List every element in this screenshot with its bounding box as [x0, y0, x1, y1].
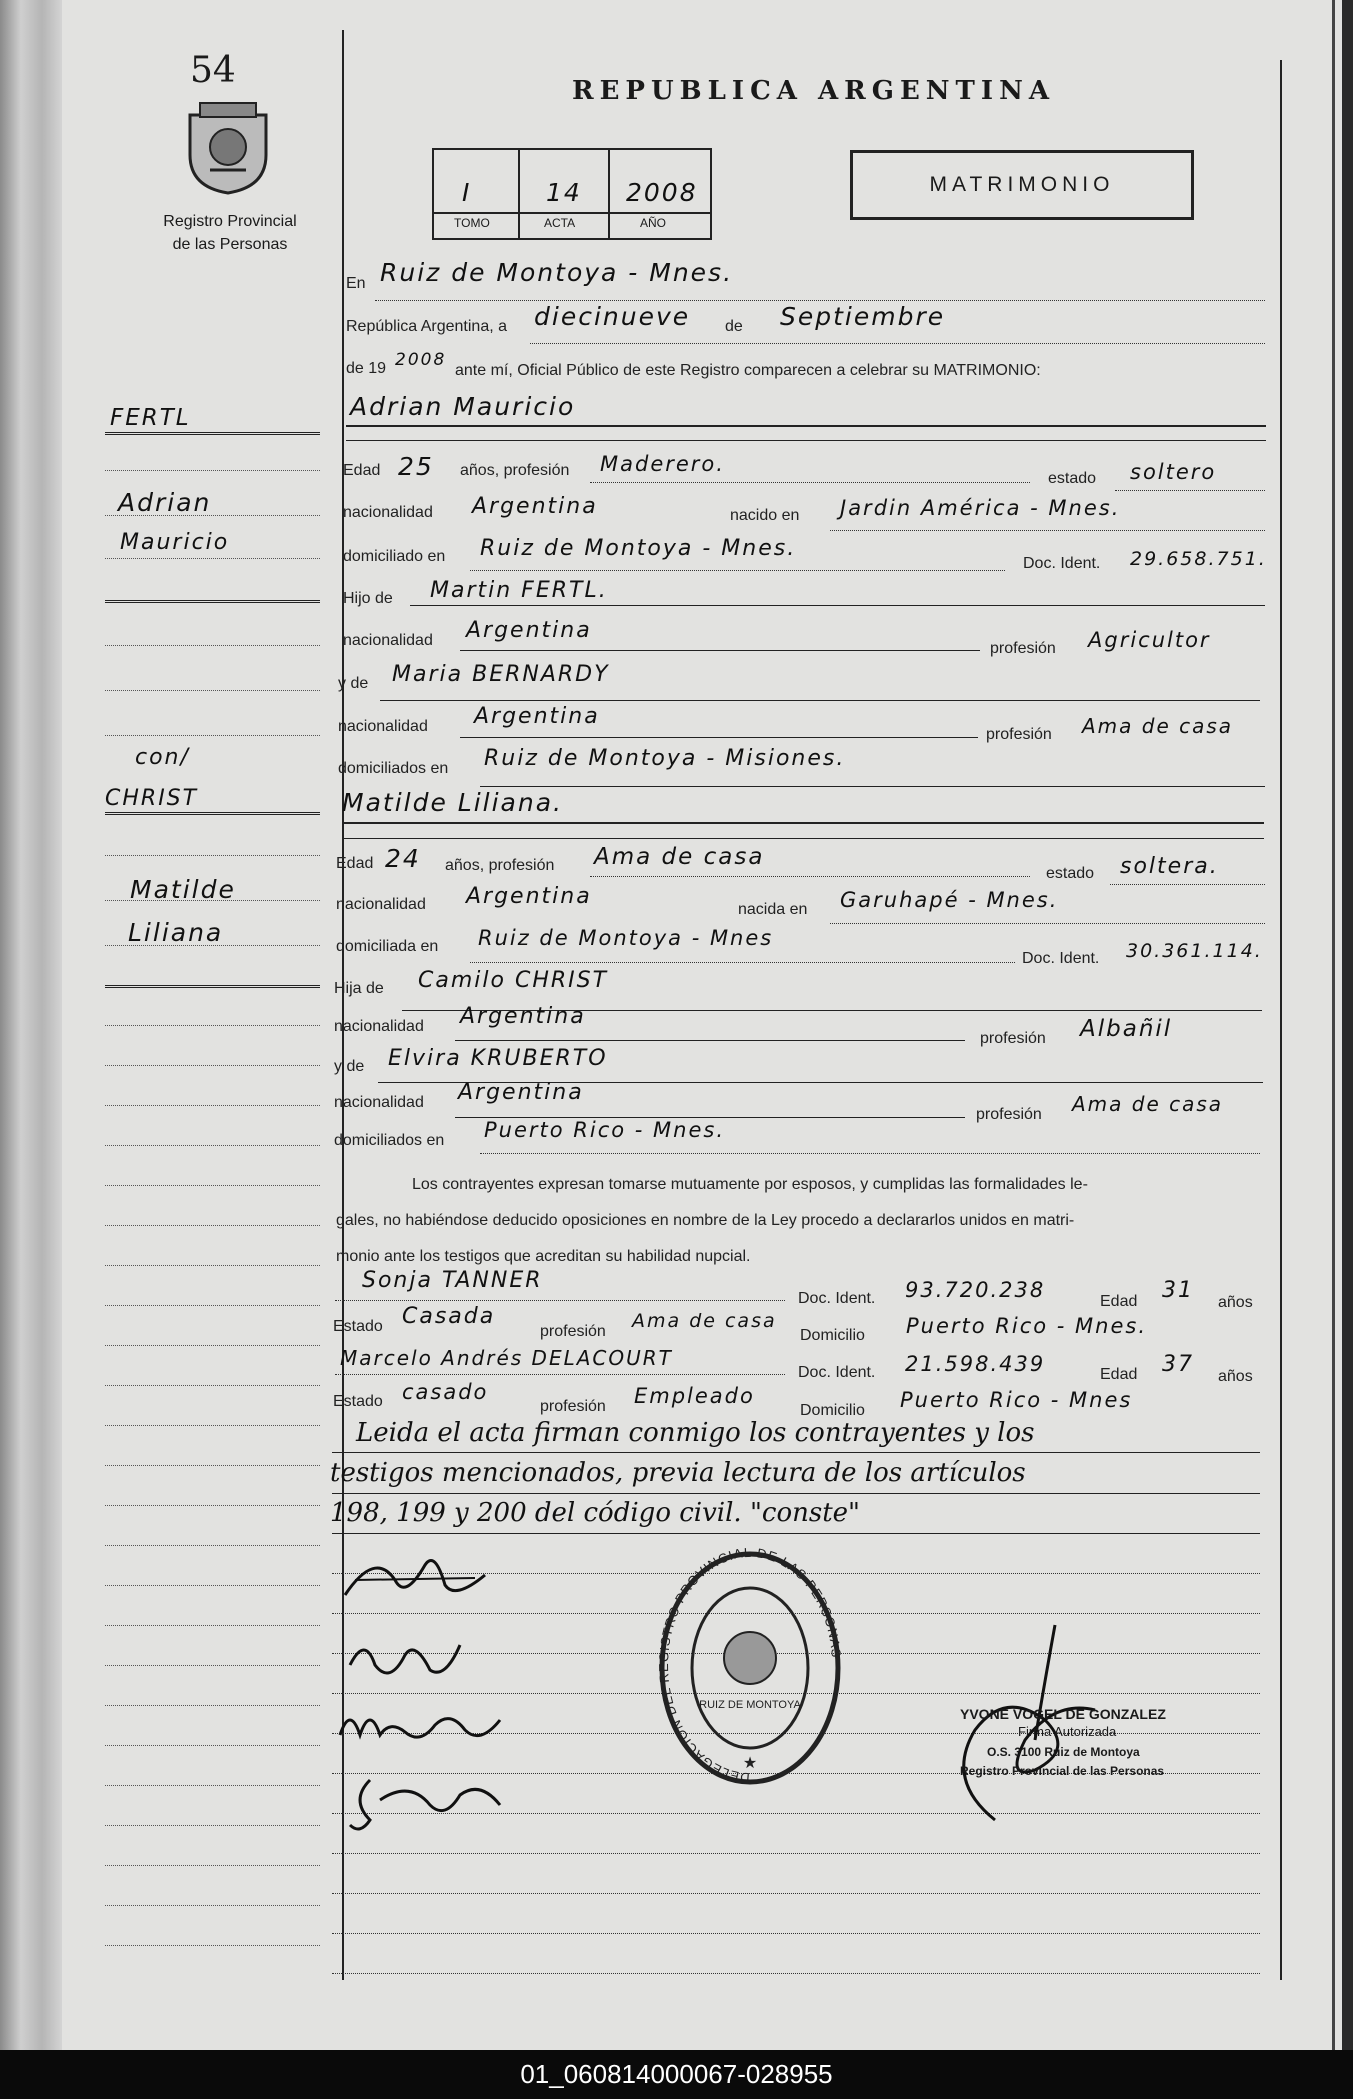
- groom-mother-profession: Ama de casa: [1082, 714, 1234, 738]
- official-name: YVONE VOGEL DE GONZALEZ: [960, 1706, 1166, 1722]
- bride-mother: Elvira KRUBERTO: [388, 1046, 608, 1071]
- margin-bride-name1: Matilde: [130, 875, 236, 904]
- witness2-domicile: Puerto Rico - Mnes: [900, 1388, 1133, 1412]
- witness1-domicile: Puerto Rico - Mnes.: [906, 1314, 1147, 1338]
- acta-label: ACTA: [544, 216, 576, 230]
- witness2-edad-label: Edad: [1100, 1366, 1138, 1383]
- witness1-estado: Casada: [402, 1304, 496, 1329]
- witness1-name: Sonja TANNER: [362, 1268, 543, 1293]
- declaration-line1: Los contrayentes expresan tomarse mutuamente por esposos, y cumplidas las formalidades le-: [412, 1176, 1088, 1193]
- republica-label: República Argentina, a: [346, 318, 507, 335]
- groom-father: Martin FERTL.: [430, 578, 608, 603]
- witness1-anos-label: años: [1218, 1294, 1253, 1311]
- groom-father-prof-label: profesión: [990, 640, 1056, 657]
- coat-of-arms-icon: [180, 95, 276, 195]
- closing-line1: Leida el acta firman conmigo los contrayentes y los: [356, 1418, 1035, 1448]
- official-registry: Registro Provincial de las Personas: [960, 1764, 1165, 1778]
- groom-mother: Maria BERNARDY: [392, 662, 610, 687]
- groom-domiciliado-label: domiciliado en: [343, 548, 446, 565]
- groom-profession: Maderero.: [600, 452, 725, 476]
- witness1-age: 31: [1162, 1278, 1194, 1303]
- right-border: [1280, 60, 1282, 1980]
- svg-text:DELEGACION DEL REGISTRO PROVIN: DELEGACION DEL REGISTRO PROVINCIAL DE LAS PERSONAS: [655, 1548, 844, 1786]
- bride-nationality: Argentina: [466, 884, 592, 909]
- svg-text:★: ★: [742, 1755, 758, 1772]
- margin-groom-name2: Mauricio: [120, 530, 230, 555]
- witness2-estado-label: Estado: [333, 1393, 383, 1410]
- groom-father-nationality: Argentina: [466, 618, 592, 643]
- declaration-line2: gales, no habiéndose deducido oposiciones en nombre de la Ley procedo a declararlos unidos en matri-: [336, 1212, 1075, 1229]
- page-number: 54: [190, 50, 236, 91]
- intro-year: 2008: [395, 350, 447, 370]
- declaration-line3: monio ante los testigos que acreditan su habilidad nupcial.: [336, 1248, 751, 1265]
- tomo-label: TOMO: [454, 216, 490, 230]
- bride-hija-label: Hija de: [334, 980, 384, 997]
- groom-estado-label: estado: [1048, 470, 1097, 487]
- bride-father-prof-label: profesión: [980, 1030, 1046, 1047]
- closing-line3: 198, 199 y 200 del código civil. "conste": [330, 1498, 861, 1528]
- signature-witness1: [340, 1760, 520, 1840]
- witness2-estado: casado: [402, 1380, 489, 1404]
- witness2-anos-label: años: [1218, 1368, 1253, 1385]
- bride-name: Matilde Liliana.: [342, 788, 563, 817]
- bride-father-nat-label: nacionalidad: [334, 1018, 424, 1035]
- groom-civil-status: soltero: [1130, 460, 1217, 484]
- groom-doc-label: Doc. Ident.: [1023, 555, 1101, 572]
- witness2-doc: 21.598.439: [905, 1352, 1046, 1376]
- groom-hijo-label: Hijo de: [343, 590, 393, 607]
- groom-nacionalidad-label: nacionalidad: [343, 504, 433, 521]
- bride-edad-label: Edad: [336, 855, 374, 872]
- registry-name-line2: de las Personas: [172, 236, 288, 253]
- witness1-edad-label: Edad: [1100, 1293, 1138, 1310]
- groom-father-profession: Agricultor: [1088, 628, 1211, 652]
- witness2-name: Marcelo Andrés DELACOURT: [340, 1346, 673, 1370]
- intro-place: Ruiz de Montoya - Mnes.: [380, 258, 734, 287]
- bride-civil-status: soltera.: [1120, 854, 1219, 879]
- ano-value: 2008: [626, 178, 698, 207]
- page-edge: [1332, 0, 1335, 2050]
- groom-age: 25: [398, 452, 434, 481]
- official-title: Firma Autorizada: [1018, 1724, 1117, 1739]
- margin-con: con/: [135, 745, 190, 770]
- closing-line2: testigos mencionados, previa lectura de los artículos: [330, 1458, 1026, 1488]
- witness1-doc: 93.720.238: [905, 1278, 1046, 1302]
- bride-yde-label: y de: [334, 1058, 365, 1075]
- bride-profession: Ama de casa: [594, 844, 765, 870]
- signature-bride: [335, 1615, 475, 1695]
- bride-domicile: Ruiz de Montoya - Mnes: [478, 926, 774, 950]
- bride-father-nationality: Argentina: [460, 1004, 586, 1029]
- acta-value: 14: [546, 178, 582, 207]
- tomo-value: I: [462, 178, 472, 207]
- bride-anos-profesion-label: años, profesión: [445, 857, 555, 874]
- groom-father-nat-label: nacionalidad: [343, 632, 433, 649]
- witness1-prof-label: profesión: [540, 1323, 606, 1340]
- margin-groom-surname: FERTL: [110, 405, 191, 431]
- groom-nacido-label: nacido en: [730, 507, 800, 524]
- ano-label: AÑO: [640, 216, 667, 230]
- groom-name: Adrian Mauricio: [350, 392, 576, 421]
- groom-mother-nationality: Argentina: [474, 704, 600, 729]
- bride-mother-prof-label: profesión: [976, 1106, 1042, 1123]
- bride-estado-label: estado: [1046, 865, 1095, 882]
- record-box: [432, 148, 712, 240]
- bride-mother-profession: Ama de casa: [1072, 1092, 1224, 1116]
- registry-name-line1: Registro Provincial: [163, 213, 297, 230]
- official-office: O.S. 3100 Ruiz de Montoya: [987, 1745, 1140, 1759]
- bride-mother-nat-label: nacionalidad: [334, 1094, 424, 1111]
- witness1-dom-label: Domicilio: [800, 1327, 865, 1344]
- groom-parents-domicile: Ruiz de Montoya - Misiones.: [484, 746, 846, 771]
- intro-de19-label: de 19: [346, 360, 387, 377]
- official-seal: [655, 1548, 845, 1788]
- groom-nationality: Argentina: [472, 494, 598, 519]
- witness2-age: 37: [1162, 1352, 1194, 1377]
- bride-doc: 30.361.114.: [1126, 940, 1263, 962]
- groom-domicile: Ruiz de Montoya - Mnes.: [480, 536, 797, 561]
- groom-mother-nat-label: nacionalidad: [338, 718, 428, 735]
- margin-bride-name2: Liliana: [128, 918, 224, 947]
- bride-domiciliada-label: domiciliada en: [336, 938, 439, 955]
- svg-text:RUIZ DE MONTOYA: RUIZ DE MONTOYA: [699, 1699, 801, 1711]
- book-spine: [0, 0, 70, 2060]
- witness2-dom-label: Domicilio: [800, 1402, 865, 1419]
- bride-birthplace: Garuhapé - Mnes.: [840, 888, 1059, 912]
- bride-nacionalidad-label: nacionalidad: [336, 896, 426, 913]
- country-title: REPUBLICA ARGENTINA: [572, 76, 1056, 106]
- intro-day: diecinueve: [534, 302, 691, 331]
- groom-anos-profesion-label: años, profesión: [460, 462, 570, 479]
- groom-mother-prof-label: profesión: [986, 726, 1052, 743]
- groom-edad-label: Edad: [343, 462, 381, 479]
- image-id-footer: 01_060814000067-028955: [0, 2050, 1353, 2099]
- bride-father-profession: Albañil: [1080, 1016, 1173, 1042]
- groom-parents-dom-label: domiciliados en: [338, 760, 449, 777]
- witness2-prof-label: profesión: [540, 1398, 606, 1415]
- witness1-doc-label: Doc. Ident.: [798, 1290, 876, 1307]
- bride-mother-nationality: Argentina: [458, 1080, 584, 1105]
- bride-parents-dom-label: domiciliados en: [334, 1132, 445, 1149]
- groom-birthplace: Jardin América - Mnes.: [840, 496, 1121, 520]
- bride-parents-domicile: Puerto Rico - Mnes.: [484, 1118, 725, 1142]
- bride-doc-label: Doc. Ident.: [1022, 950, 1100, 967]
- margin-bride-surname: CHRIST: [105, 786, 199, 811]
- record-type-box: MATRIMONIO: [850, 150, 1194, 220]
- intro-month: Septiembre: [780, 302, 946, 331]
- intro-de-label: de: [725, 318, 743, 335]
- groom-yde-label: y de: [338, 675, 369, 692]
- bride-nacida-label: nacida en: [738, 901, 808, 918]
- groom-doc: 29.658.751.: [1130, 548, 1267, 570]
- witness1-estado-label: Estado: [333, 1318, 383, 1335]
- witness2-doc-label: Doc. Ident.: [798, 1364, 876, 1381]
- margin-groom-name1: Adrian: [118, 488, 212, 517]
- bride-age: 24: [385, 844, 421, 873]
- signature-groom: [335, 1540, 495, 1620]
- signature-witness2: [330, 1690, 520, 1760]
- bride-father: Camilo CHRIST: [418, 968, 609, 993]
- witness2-profession: Empleado: [634, 1384, 755, 1408]
- witness1-profession: Ama de casa: [632, 1310, 777, 1332]
- intro-statement: ante mí, Oficial Público de este Registro comparecen a celebrar su MATRIMONIO:: [455, 362, 1041, 379]
- en-label: En: [346, 275, 366, 292]
